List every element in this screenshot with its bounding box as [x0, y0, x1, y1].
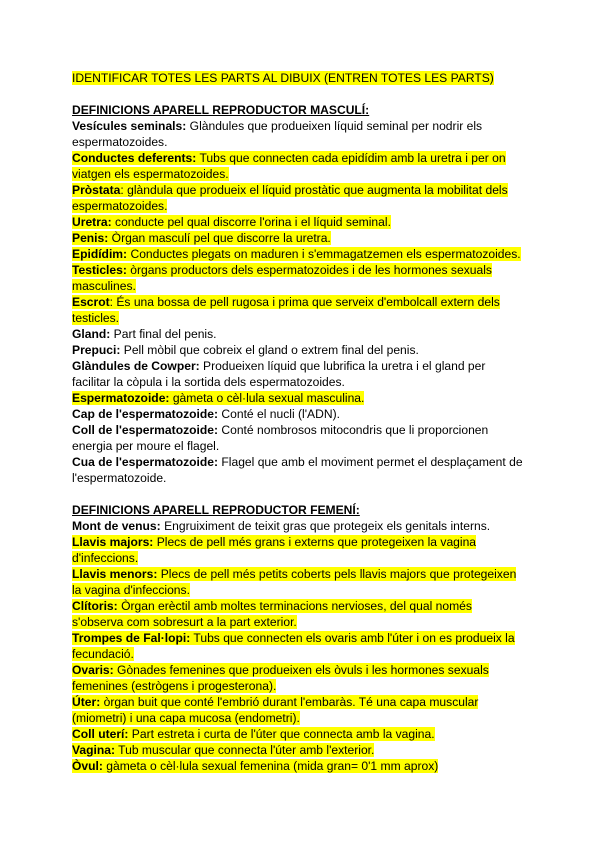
entry-text: viatgen els espermatozoides.: [72, 167, 229, 181]
entry-term: Conductes deferents:: [72, 151, 197, 165]
entry-text: (miometri) i una capa mucosa (endometri).: [72, 711, 300, 725]
entry-term: Llavis menors:: [72, 567, 158, 581]
male-entry-penis: [72, 230, 532, 246]
entry-text: fecundació.: [72, 647, 134, 661]
entry-text: Part estreta i curta de l'úter que connecta amb la vagina.: [128, 727, 435, 741]
male-entry-cap: [72, 406, 532, 422]
female-entry-vagina: [72, 742, 532, 758]
female-entry-llavis-menors: [72, 566, 532, 598]
male-entry-cowper: [72, 358, 532, 390]
entry-text: testicles.: [72, 311, 120, 325]
male-entry-testicles: [72, 262, 532, 294]
entry-text: òrgan buit que conté l'embrió durant l'embaràs. Té una capa muscular: [100, 695, 479, 709]
document-page: [72, 70, 532, 774]
female-entry-uter: [72, 694, 532, 726]
male-entry-vesicules: [72, 118, 532, 150]
male-heading: DEFINICIONS APARELL REPRODUCTOR MASCULÍ:: [72, 103, 370, 117]
entry-term: Epidídim:: [72, 247, 128, 261]
entry-text: l'espermatozoide.: [72, 471, 167, 485]
female-entry-llavis-majors: [72, 534, 532, 566]
female-heading-line: [72, 502, 532, 518]
male-entry-cua: [72, 454, 532, 486]
entry-text: Conté el nucli (l'ADN).: [218, 407, 340, 421]
entry-term: Coll uterí:: [72, 727, 129, 741]
entry-text: Gònades femenines que produeixen els òvuls i les hormones sexuals: [113, 663, 489, 677]
entry-text: Plecs de pell més petits coberts pels llavis majors que protegeixen: [157, 567, 517, 581]
entry-term: Úter:: [72, 695, 101, 709]
entry-text: Tubs que connecten cada epidídim amb la uretra i per on: [196, 151, 506, 165]
entry-text: s'observa com sobresurt a la part exterior.: [72, 615, 297, 629]
entry-text: Òrgan erèctil amb moltes terminacions nervioses, del qual només: [117, 599, 472, 613]
female-entry-coll-uteri: [72, 726, 532, 742]
entry-term: Glàndules de Cowper:: [72, 359, 200, 373]
entry-term: Uretra:: [72, 215, 112, 229]
entry-text: Tub muscular que connecta l'úter amb l'exterior.: [115, 743, 375, 757]
entry-text: Tubs que connecten els ovaris amb l'úter i on es produeix la: [190, 631, 515, 645]
entry-term: Gland:: [72, 327, 111, 341]
female-heading: DEFINICIONS APARELL REPRODUCTOR FEMENÍ:: [72, 503, 360, 517]
entry-text: espermatozoides.: [72, 199, 168, 213]
male-entry-gland: [72, 326, 532, 342]
entry-text: conducte pel qual discorre l'orina i el líquid seminal.: [111, 215, 391, 229]
male-entry-prepuci: [72, 342, 532, 358]
entry-text: facilitar la còpula i la sortida dels espermatozoides.: [72, 375, 345, 389]
entry-term: Clítoris:: [72, 599, 118, 613]
instruction-text: IDENTIFICAR TOTES LES PARTS AL DIBUIX (ENTREN TOTES LES PARTS): [72, 71, 494, 85]
male-entry-espermatozoide: [72, 390, 532, 406]
entry-text: Conté nombrosos mitocondris que li proporcionen: [218, 423, 489, 437]
entry-term: Penis:: [72, 231, 109, 245]
male-entry-epididim: [72, 246, 532, 262]
entry-text: espermatozoides.: [72, 135, 168, 149]
entry-text: gàmeta o cèl·lula sexual femenina (mida gran= 0'1 mm aprox): [102, 759, 439, 773]
male-entry-conductes: [72, 150, 532, 182]
entry-term: Prepuci:: [72, 343, 121, 357]
spacer: [72, 86, 532, 102]
female-entry-ovaris: [72, 662, 532, 694]
male-entry-coll: [72, 422, 532, 454]
entry-text: la vagina d'infeccions.: [72, 583, 190, 597]
entry-text: : És una bossa de pell rugosa i prima que serveix d'embolcall extern dels: [109, 295, 500, 309]
entry-term: Vagina:: [72, 743, 116, 757]
entry-text: d'infeccions.: [72, 551, 139, 565]
entry-text: òrgans productors dels espermatozoides i de les hormones sexuals: [126, 263, 492, 277]
entry-term: Espermatozoide:: [72, 391, 170, 405]
spacer: [72, 486, 532, 502]
entry-term: Coll de l'espermatozoide:: [72, 423, 219, 437]
entry-text: Engruiximent de teixit gras que protegeix els genitals interns.: [160, 519, 491, 533]
male-entry-escrot: [72, 294, 532, 326]
entry-term: Escrot: [72, 295, 110, 309]
entry-text: Conductes plegats on maduren i s'emmagatzemen els espermatozoides.: [127, 247, 521, 261]
entry-term: Ovaris:: [72, 663, 114, 677]
entry-text: masculines.: [72, 279, 136, 293]
entry-text: Flagel que amb el moviment permet el desplaçament de: [218, 455, 523, 469]
entry-term: Cua de l'espermatozoide:: [72, 455, 219, 469]
entry-text: Produeixen líquid que lubrifica la uretra i el gland per: [199, 359, 486, 373]
male-heading-line: [72, 102, 532, 118]
male-entry-uretra: [72, 214, 532, 230]
entry-term: Trompes de Fal·lopi:: [72, 631, 191, 645]
entry-term: Pròstata: [72, 183, 121, 197]
entry-text: Part final del penis.: [110, 327, 217, 341]
entry-text: energia per moure el flagel.: [72, 439, 220, 453]
female-entry-clitoris: [72, 598, 532, 630]
instruction-line: [72, 70, 532, 86]
entry-text: gàmeta o cèl·lula sexual masculina.: [169, 391, 365, 405]
entry-term: Mont de venus:: [72, 519, 161, 533]
entry-term: Vesícules seminals:: [72, 119, 187, 133]
entry-text: Òrgan masculí pel que discorre la uretra.: [108, 231, 331, 245]
male-entry-prostata: [72, 182, 532, 214]
female-entry-ovul: [72, 758, 532, 774]
female-entry-trompes: [72, 630, 532, 662]
entry-term: Òvul:: [72, 759, 103, 773]
entry-term: Llavis majors:: [72, 535, 154, 549]
entry-text: : glàndula que produeix el líquid prostàtic que augmenta la mobilitat dels: [120, 183, 508, 197]
entry-text: Pell mòbil que cobreix el gland o extrem final del penis.: [120, 343, 419, 357]
female-entry-mont: [72, 518, 532, 534]
entry-term: Cap de l'espermatozoide:: [72, 407, 219, 421]
entry-text: Plecs de pell més grans i externs que protegeixen la vagina: [153, 535, 477, 549]
entry-text: Glàndules que produeixen líquid seminal per nodrir els: [186, 119, 483, 133]
entry-text: femenines (estrògens i progesterona).: [72, 679, 277, 693]
entry-term: Testicles:: [72, 263, 127, 277]
